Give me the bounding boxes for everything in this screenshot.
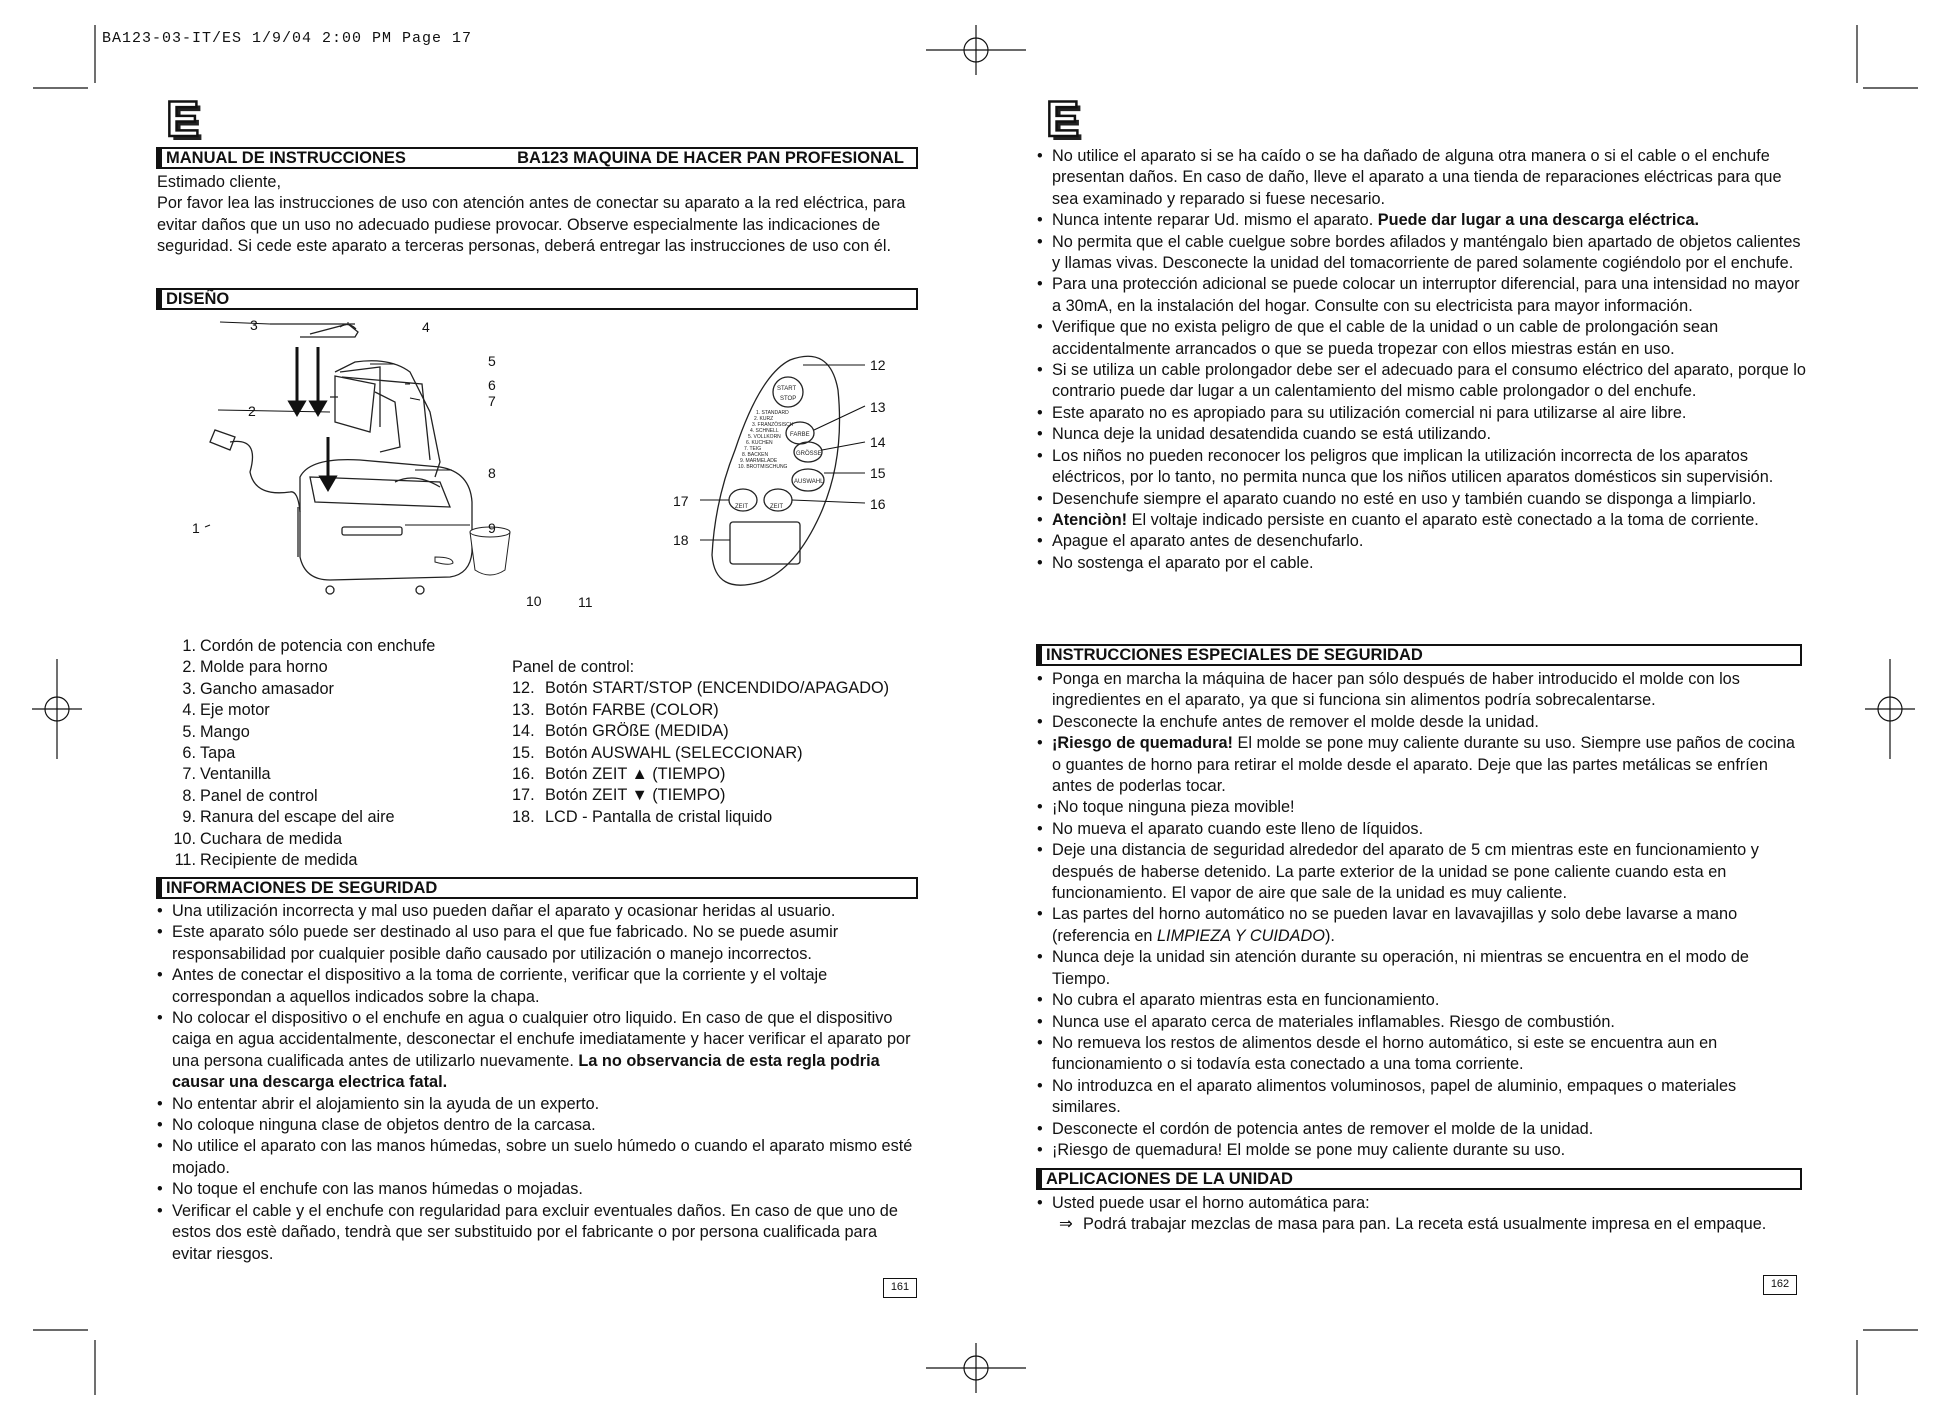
callout-4: 4 <box>422 319 430 335</box>
list-item: • No permita que el cable cuelgue sobre bordes afilados y manténgalo bien apartado de objetos calientes y llamas vivas. Desconecte la unidad del tomacorriente de pared solamente cogiéndolo por el enchufe. <box>1037 232 1807 275</box>
list-item: • Los niños no pueden reconocer los peligros que implican la utilización incorrecta de los aparatos eléctricos, por lo tanto, no permita nunca que los niños utilicen aparatos domésticos sin supervisión. <box>1037 446 1807 489</box>
list-item: 10. Cuchara de medida <box>173 829 343 848</box>
callout-13: 13 <box>870 399 886 415</box>
callout-3: 3 <box>250 317 258 333</box>
panel-list <box>512 657 917 828</box>
list-item: 4. Eje motor <box>182 701 270 720</box>
callout-14: 14 <box>870 434 886 450</box>
list-item: 18. LCD - Pantalla de cristal liquido <box>512 807 773 826</box>
bread-machine-diagram <box>180 312 520 622</box>
list-item: • Nunca intente reparar Ud. mismo el aparato. Puede dar lugar a una descarga eléctrica. <box>1037 210 1807 231</box>
panel-outline <box>712 356 840 585</box>
program-9: 9. MARMELADE <box>740 458 778 464</box>
program-2: 2. KURZ <box>754 416 774 422</box>
program-10: 10. BROTMISCHUNG <box>738 464 788 470</box>
parts-list <box>172 636 492 871</box>
callout-10: 10 <box>526 593 542 609</box>
program-1: 1. STANDARD <box>756 410 789 416</box>
aplicaciones-list <box>1037 1193 1767 1236</box>
pan-sketch <box>335 376 375 432</box>
list-item: • Este aparato sólo puede ser destinado al uso para el que fue fabricado. No se puede asumir responsabilidad por cualquier posible daño causado por utilización o manejo incorrectos. <box>157 922 917 965</box>
callout-17: 17 <box>673 493 689 509</box>
list-item: 7. Ventanilla <box>182 765 271 784</box>
callout-2: 2 <box>248 403 256 419</box>
seguridad-list <box>157 901 917 1265</box>
list-item: • ¡Riesgo de quemadura! El molde se pone muy caliente durante su uso. Siempre use paños de cocina o guantes de horno para retirar el molde desde el aparato. Deje que las partes metálicas se enfríen antes de poderlas tocar. <box>1037 733 1807 797</box>
plug-sketch <box>210 430 235 450</box>
especiales-header: INSTRUCCIONES ESPECIALES DE SEGURIDAD <box>1036 644 1802 666</box>
program-8: 8. BACKEN <box>742 452 769 458</box>
list-item: • Nunca deje la unidad sin atención durante su operación, ni mientras se encuentra en el modo de Tiempo. <box>1037 947 1807 990</box>
intro-block <box>157 172 917 258</box>
program-6: 6. KUCHEN <box>746 440 773 446</box>
list-item: • Para una protección adicional se puede colocar un interruptor diferencial, para una intensidad no mayor a 30mA, en la instalación del hogar. Consulte con su electricista para mayor información. <box>1037 274 1807 317</box>
list-item: • Este aparato no es apropiado para su utilización comercial ni para utilizarse al aire libre. <box>1037 403 1807 424</box>
panel-start-label: START <box>777 386 797 392</box>
list-item: • Nunca deje la unidad desatendida cuando se está utilizando. <box>1037 424 1807 445</box>
measuring-spoon-sketch <box>435 557 453 564</box>
language-letter-right: E <box>1046 91 1080 147</box>
program-4: 4. SCHNELL <box>750 428 779 434</box>
manual-header-model: BA123 MAQUINA DE HACER PAN PROFESIONAL <box>517 149 904 167</box>
list-item: 14. Botón GRÖßE (MEDIDA) <box>512 722 729 741</box>
list-item: • ¡Riesgo de quemadura! El molde se pone muy caliente durante su uso. <box>1037 1140 1807 1161</box>
aplicaciones-header: APLICACIONES DE LA UNIDAD <box>1036 1168 1802 1190</box>
list-item: • No toque el enchufe con las manos húmedas o mojadas. <box>157 1179 917 1200</box>
list-item: 9. Ranura del escape del aire <box>182 808 395 827</box>
callout-16: 16 <box>870 496 886 512</box>
program-3: 3. FRANZÖSISCH <box>752 422 794 428</box>
print-slug: BA123-03-IT/ES 1/9/04 2:00 PM Page 17 <box>102 30 473 47</box>
list-item: 5. Mango <box>182 722 250 741</box>
list-item: • Verificar el cable y el enchufe con regularidad para excluir eventuales daños. En caso de que uno de estos dos estè dañado, tendrà que ser substituido por el fabricante o por persona cualificada para evitar riesgos. <box>157 1201 917 1265</box>
panel-farbe-label: FARBE <box>790 432 810 438</box>
list-item: 2. Molde para horno <box>182 658 328 677</box>
start-stop-button <box>773 377 803 407</box>
list-item: 12. Botón START/STOP (ENCENDIDO/APAGADO) <box>512 679 890 698</box>
list-item: • Una utilización incorrecta y mal uso pueden dañar el aparato y ocasionar heridas al usuario. <box>157 901 917 922</box>
callout-9: 9 <box>488 520 496 536</box>
callout-7: 7 <box>488 393 496 409</box>
callout-8: 8 <box>488 465 496 481</box>
panel-grosse-label: GRÖSSE <box>796 451 822 457</box>
arrow-item: ⇒ Podrá trabajar mezclas de masa para pan. La receta está usualmente impresa en el empaque. <box>1037 1214 1767 1235</box>
list-item: • Verifique que no exista peligro de que el cable de la unidad o un cable de prolongación sean accidentalmente arrancados o que se pueda tropezar con ellos miestras están en uso. <box>1037 317 1807 360</box>
list-item: • No utilice el aparato si se ha caído o se ha dañado de alguna otra manera o si el cable o el enchufe presentan daños. En caso de daño, lleve el aparato a una tienda de reparaciones eléctricas para que sea examinado y reparado si fuese necesario. <box>1037 146 1807 210</box>
kneading-hook-sketch <box>300 324 358 337</box>
list-item: • No remueva los restos de alimentos desde el horno automático, si este se encuentra aun en funcionamiento o si todavía esta conectado a una toma corriente. <box>1037 1033 1807 1076</box>
language-letter-left: E <box>166 91 200 147</box>
program-7: 7. TEIG <box>744 446 762 452</box>
seguridad-list-continued <box>1037 146 1807 574</box>
callout-5: 5 <box>488 353 496 369</box>
list-item: • No colocar el dispositivo o el enchufe en agua o cualquier otro liquido. En caso de que el dispositivo caiga en agua accidentalmente, desconectar el enchufe imediatamente y hacer verificar el aparato por una persona cualificada antes de utilizarlo nuevamente. La no observancia de esta regla podria causar una descarga electrica fatal. <box>157 1008 917 1094</box>
list-item: 1. Cordón de potencia con enchufe <box>182 637 436 655</box>
callout-18: 18 <box>673 532 689 548</box>
list-item: • No sostenga el aparato por el cable. <box>1037 553 1807 574</box>
list-item: • No ententar abrir el alojamiento sin la ayuda de un experto. <box>157 1094 917 1115</box>
panel-zeit-up-label: ZEIT <box>770 504 783 510</box>
list-item: • No coloque ninguna clase de objetos dentro de la carcasa. <box>157 1115 917 1136</box>
panel-zeit-down-label: ZEIT <box>735 504 748 510</box>
greeting: Estimado cliente, <box>157 173 281 191</box>
callout-12: 12 <box>870 357 886 373</box>
list-item: • No utilice el aparato con las manos húmedas, sobre un suelo húmedo o cuando el aparato mismo esté mojado. <box>157 1136 917 1179</box>
list-item: 16. Botón ZEIT ▲ (TIEMPO) <box>512 765 726 784</box>
list-item: • Atenciòn! El voltaje indicado persiste en cuanto el aparato estè conectado a la toma de corriente. <box>1037 510 1807 531</box>
measuring-cup-sketch <box>470 532 510 575</box>
list-item: 8. Panel de control <box>182 786 318 805</box>
list-item: • No introduzca en el aparato alimentos voluminosos, papel de aluminio, empaques o materiales similares. <box>1037 1076 1807 1119</box>
list-item: • No mueva el aparato cuando este lleno de líquidos. <box>1037 819 1807 840</box>
list-item: • Las partes del horno automático no se pueden lavar en lavavajillas y solo debe lavarse a mano (referencia en LIMPIEZA Y CUIDADO). <box>1037 904 1807 947</box>
list-item: • Apague el aparato antes de desenchufarlo. <box>1037 531 1807 552</box>
list-item: 15. Botón AUSWAHL (SELECCIONAR) <box>512 743 803 762</box>
callout-6: 6 <box>488 377 496 393</box>
list-item: • Antes de conectar el dispositivo a la toma de corriente, verificar que la corriente y el voltaje correspondan a aquellos indicados sobre la chapa. <box>157 965 917 1008</box>
seguridad-header: INFORMACIONES DE SEGURIDAD <box>156 877 918 899</box>
list-item: • Si se utiliza un cable prolongador debe ser el adecuado para el consumo eléctrico del aparato, porque lo contrario puede dar lugar a un calentamiento del mismo cable prolongador o del enchufe. <box>1037 360 1807 403</box>
intro-text: Por favor lea las instrucciones de uso con atención antes de conectar su aparato a la red eléctrica, para evitar daños que un uso no adecuado pudiese provocar. Observe especialmente las indicaciones de seguridad. Si cede este aparato a terceras personas, deberá entregar las instrucciones de uso con él. <box>157 194 906 256</box>
manual-header <box>156 147 918 169</box>
list-item: 13. Botón FARBE (COLOR) <box>512 700 719 719</box>
diseno-header: DISEÑO <box>156 288 918 310</box>
list-item: 17. Botón ZEIT ▼ (TIEMPO) <box>512 786 726 805</box>
callout-15: 15 <box>870 465 886 481</box>
list-item: 6. Tapa <box>182 744 236 763</box>
list-item: 3. Gancho amasador <box>182 679 334 698</box>
list-item: • Nunca use el aparato cerca de materiales inflamables. Riesgo de combustión. <box>1037 1012 1807 1033</box>
list-item: • Ponga en marcha la máquina de hacer pan sólo después de haber introducido el molde con los ingredientes en el aparato, ya que si funciona sin alimentos podría sobrecalentarse. <box>1037 669 1807 712</box>
program-5: 5. VOLLKORN <box>748 434 781 440</box>
lcd-display <box>730 522 800 564</box>
callout-11: 11 <box>578 594 593 610</box>
especiales-list <box>1037 669 1807 1161</box>
panel-list-title: Panel de control: <box>512 658 635 676</box>
list-item: • Usted puede usar el horno automática para: <box>1037 1193 1767 1214</box>
panel-stop-label: STOP <box>780 396 797 402</box>
list-item: • Desconecte la enchufe antes de remover el molde desde la unidad. <box>1037 712 1807 733</box>
list-item: • Desenchufe siempre el aparato cuando no esté en uso y también cuando se disponga a limpiarlo. <box>1037 489 1807 510</box>
list-item: • Desconecte el cordón de potencia antes de remover el molde de la unidad. <box>1037 1119 1807 1140</box>
callout-1: 1 <box>192 520 200 536</box>
panel-auswahl-label: AUSWAHL <box>794 479 824 485</box>
page-number-right: 162 <box>1763 1275 1797 1295</box>
list-item: 11. Recipiente de medida <box>174 851 358 870</box>
page-number-left: 161 <box>883 1278 917 1298</box>
manual-header-title: MANUAL DE INSTRUCCIONES <box>166 149 406 167</box>
list-item: • ¡No toque ninguna pieza movible! <box>1037 797 1807 818</box>
list-item: • No cubra el aparato mientras esta en funcionamiento. <box>1037 990 1807 1011</box>
list-item: • Deje una distancia de seguridad alrededor del aparato de 5 cm mientras este en funcionamiento y después de haberse detenido. La parte exterior de la unidad se pone caliente cuando esta en funcionamiento. El vapor de aire que sale de la unidad es muy caliente. <box>1037 840 1807 904</box>
